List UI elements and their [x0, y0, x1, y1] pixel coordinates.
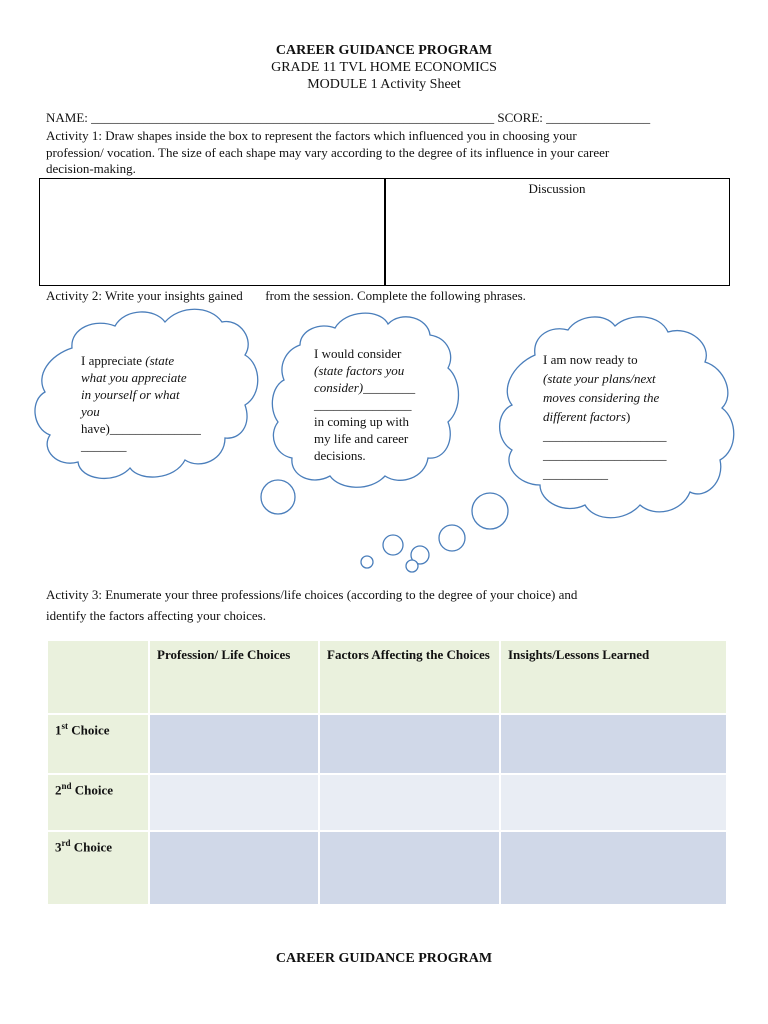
activity1-line1: Activity 1: Draw shapes inside the box to represent the factors which influenced you in choosing your — [46, 128, 577, 143]
name-label: NAME: — [46, 110, 88, 125]
activity2-text-a: Activity 2: Write your insights gained — [46, 288, 243, 303]
cloud-3-blank-3[interactable]: __________ — [543, 466, 608, 481]
thought-bubble-3 — [439, 525, 465, 551]
cell-1st-insights[interactable] — [500, 714, 727, 774]
discussion-label: Discussion — [528, 181, 586, 196]
header-insights: Insights/Lessons Learned — [500, 640, 727, 714]
cloud-2-blank[interactable]: ________ — [363, 380, 416, 395]
thought-bubble-7 — [361, 556, 373, 568]
activity1-line3: decision-making. — [46, 161, 136, 176]
name-row — [46, 110, 650, 126]
thought-bubble-1 — [261, 480, 295, 514]
cloud-1-text: I appreciate (state what you appreciate in yourself or what you have)______________ _______ — [81, 352, 221, 454]
choices-table — [46, 639, 728, 906]
cell-1st-factors[interactable] — [319, 714, 500, 774]
cell-2nd-profession[interactable] — [149, 774, 319, 831]
row-label-2nd: 2nd Choice — [47, 774, 149, 831]
drawing-box[interactable] — [39, 178, 386, 286]
grade-title: GRADE 11 TVL HOME ECONOMICS — [271, 60, 497, 75]
header-factors: Factors Affecting the Choices — [319, 640, 500, 714]
activity3-line2: identify the factors affecting your choices. — [46, 608, 266, 623]
row-label-1st: 1st Choice — [47, 714, 149, 774]
activity2-text-b: from the session. Complete the following phrases. — [265, 288, 526, 303]
table-row — [47, 714, 727, 774]
cell-3rd-factors[interactable] — [319, 831, 500, 905]
cloud-2-text: I would consider (state factors you consider)________ _______________ in coming up with my life and career decisions. — [314, 345, 444, 464]
name-field[interactable]: ______________________________________________________________ — [91, 110, 495, 125]
thought-bubble-5 — [406, 560, 418, 572]
cloud-1-blank-2[interactable]: _______ — [81, 438, 127, 453]
cell-3rd-profession[interactable] — [149, 831, 319, 905]
module-title: MODULE 1 Activity Sheet — [307, 77, 461, 92]
cloud-2-blank-2[interactable]: _______________ — [314, 397, 412, 412]
discussion-box[interactable] — [384, 178, 730, 286]
cloud-3-blank-1[interactable]: ___________________ — [543, 428, 667, 443]
score-field[interactable]: ________________ — [546, 110, 651, 125]
row-label-3rd: 3rd Choice — [47, 831, 149, 905]
thought-bubble-6 — [383, 535, 403, 555]
table-row — [47, 774, 727, 831]
table-row — [47, 831, 727, 905]
header-empty-cell — [47, 640, 149, 714]
cloud-3-blank-2[interactable]: ___________________ — [543, 447, 667, 462]
score-label: SCORE: — [497, 110, 543, 125]
cell-2nd-factors[interactable] — [319, 774, 500, 831]
thought-bubble-2 — [472, 493, 508, 529]
activity3-line1: Activity 3: Enumerate your three professions/life choices (according to the degree of your choice) and — [46, 587, 578, 602]
cell-1st-profession[interactable] — [149, 714, 319, 774]
table-header-row — [47, 640, 727, 714]
program-title: CAREER GUIDANCE PROGRAM — [275, 43, 493, 58]
footer-program-title: CAREER GUIDANCE PROGRAM — [275, 951, 493, 966]
cell-3rd-insights[interactable] — [500, 831, 727, 905]
header-profession: Profession/ Life Choices — [149, 640, 319, 714]
cell-2nd-insights[interactable] — [500, 774, 727, 831]
activity1-line2: profession/ vocation. The size of each shape may vary according to the degree of its influence in your career — [46, 145, 610, 160]
cloud-3-text: I am now ready to (state your plans/next moves considering the different factors) ___________________ ___________________ __________ — [543, 351, 703, 482]
cloud-1-blank[interactable]: have)______________ — [81, 421, 201, 436]
